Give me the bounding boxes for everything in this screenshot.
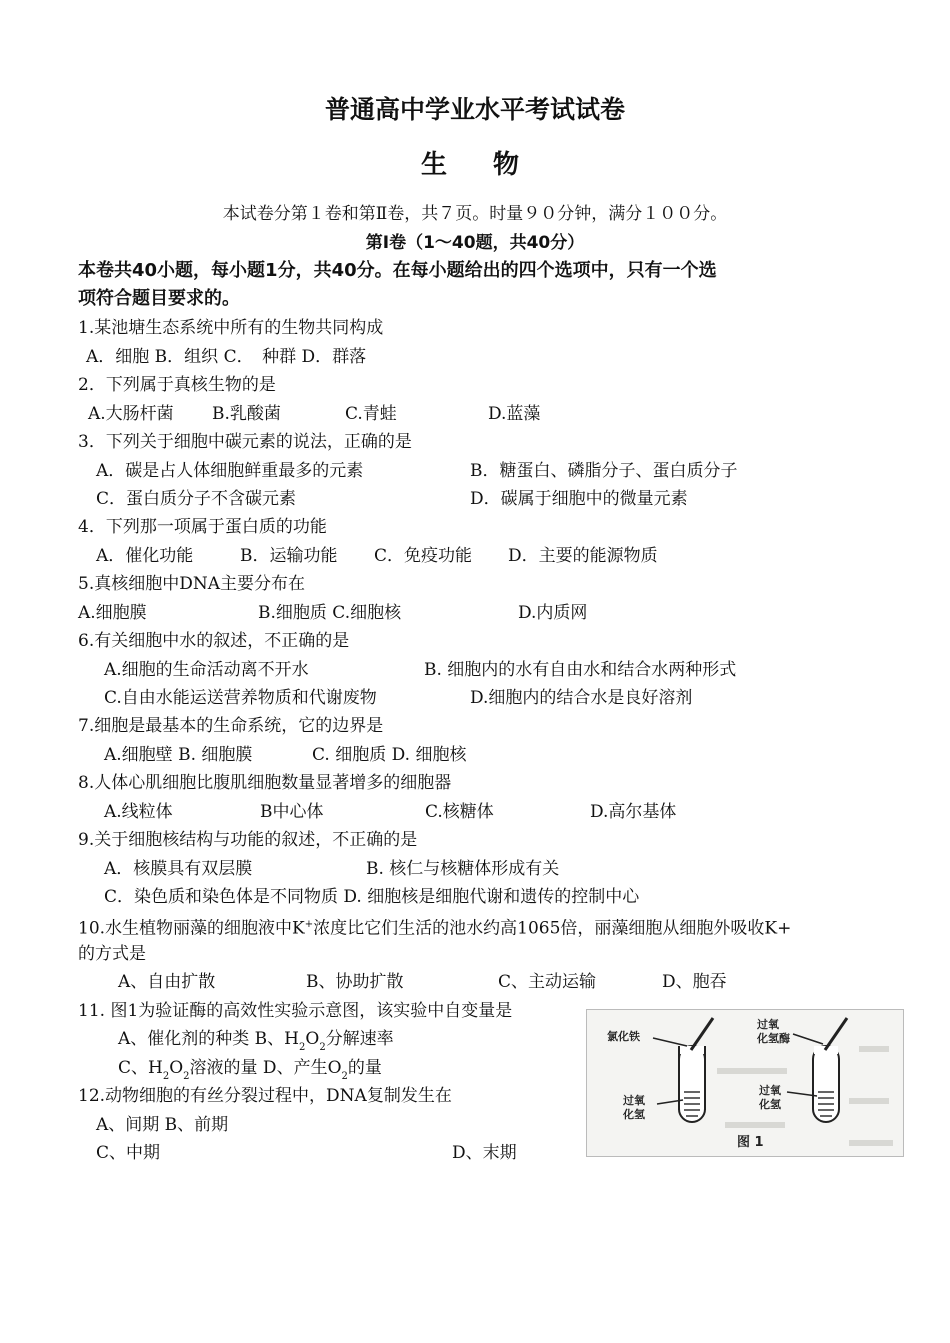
- question-6-option-b: B. 细胞内的水有自由水和结合水两种形式: [424, 660, 737, 680]
- instructions-line-1: 本卷共40小题，每小题1分，共40分。在每小题给出的四个选项中，只有一个选: [78, 260, 717, 281]
- part-title: 第Ⅰ卷（1～40题，共40分）: [365, 233, 585, 253]
- question-6-option-c: C.自由水能运送营养物质和代谢废物: [104, 688, 377, 708]
- question-3-option-c: C．蛋白质分子不含碳元素: [96, 489, 297, 509]
- question-7-option-ab: A.细胞壁 B. 细胞膜: [104, 745, 253, 765]
- question-10-stem-before: 10.水生植物丽藻的细胞液中K: [78, 918, 305, 939]
- question-3-stem: 3．下列关于细胞中碳元素的说法，正确的是: [78, 432, 412, 452]
- question-7-stem: 7.细胞是最基本的生命系统，它的边界是: [78, 716, 384, 736]
- q11-ab-post: 分解速率: [325, 1029, 394, 1049]
- question-2-option-d: D.蓝藻: [488, 404, 541, 424]
- question-4-option-d: D．主要的能源物质: [508, 546, 658, 566]
- question-9-option-cd: C．染色质和染色体是不同物质 D. 细胞核是细胞代谢和遗传的控制中心: [104, 887, 640, 907]
- left-test-tube: [679, 1018, 713, 1122]
- question-3-option-b: B．糖蛋白、磷脂分子、蛋白质分子: [470, 461, 738, 481]
- question-2-option-b: B.乳酸菌: [212, 404, 281, 424]
- question-4-option-b: B．运输功能: [240, 546, 338, 566]
- question-4-option-a: A．催化功能: [96, 546, 194, 566]
- question-12-option-d: D、末期: [452, 1143, 517, 1163]
- q11-cd-sub-2: 2: [183, 1071, 190, 1082]
- question-4-stem: 4．下列那一项属于蛋白质的功能: [78, 517, 327, 537]
- question-10-stem-superscript: +: [304, 919, 314, 930]
- question-12-stem: 12.动物细胞的有丝分裂过程中，DNA复制发生在: [78, 1086, 452, 1106]
- figure-label-right-h2o2-line-1: 过氧: [759, 1084, 781, 1097]
- question-8-stem: 8.人体心肌细胞比腹肌细胞数量显著增多的细胞器: [78, 773, 452, 793]
- q11-ab-sub-2: 2: [319, 1042, 326, 1053]
- figure-caption: 图 1: [737, 1135, 764, 1150]
- question-10-stem-line-2: 的方式是: [78, 944, 146, 964]
- figure-label-left-h2o2-line-1: 过氧: [623, 1094, 645, 1107]
- question-10-option-d: D、胞吞: [662, 972, 727, 992]
- question-9-option-a: A．核膜具有双层膜: [104, 859, 253, 879]
- question-10-stem-after: 浓度比它们生活的池水约高1065倍，丽藻细胞从细胞外吸收K+: [313, 918, 792, 939]
- question-6-option-d: D.细胞内的结合水是良好溶剂: [470, 688, 693, 708]
- question-9-stem: 9.关于细胞核结构与功能的叙述，不正确的是: [78, 830, 418, 850]
- question-10-option-b: B、协助扩散: [306, 972, 404, 992]
- question-5-option-bc: B.细胞质 C.细胞核: [258, 603, 402, 623]
- q11-cd-mid: 溶液的量 D、产生O: [189, 1058, 342, 1078]
- question-12-option-c: C、中期: [96, 1143, 161, 1163]
- question-10-stem: [78, 914, 791, 940]
- question-8-option-b: B中心体: [260, 802, 324, 822]
- figure-label-enzyme-line-2: 化氢酶: [757, 1032, 790, 1045]
- q11-cd-sub-1: 2: [162, 1071, 170, 1082]
- question-10-option-c: C、主动运输: [498, 972, 597, 992]
- question-8-option-a: A.线粒体: [104, 802, 173, 822]
- question-3-option-d: D．碳属于细胞中的微量元素: [470, 489, 688, 509]
- question-1-stem: 1.某池塘生态系统中所有的生物共同构成: [78, 318, 384, 338]
- question-3-option-a: A．碳是占人体细胞鲜重最多的元素: [96, 461, 364, 481]
- question-6-stem: 6.有关细胞中水的叙述，不正确的是: [78, 631, 350, 651]
- q11-cd-sub-3: 2: [341, 1071, 348, 1082]
- question-7-option-cd: C. 细胞质 D. 细胞核: [312, 745, 467, 765]
- question-2-stem: 2．下列属于真核生物的是: [78, 375, 276, 395]
- question-1-options: A．细胞 B．组织 C． 种群 D．群落: [86, 347, 367, 367]
- q11-ab-o: O: [305, 1029, 320, 1049]
- subject-title: 生 物: [420, 150, 529, 180]
- q11-cd-post: 的量: [347, 1058, 382, 1078]
- figure-label-enzyme-line-1: 过氧: [757, 1018, 779, 1031]
- question-8-option-d: D.高尔基体: [590, 802, 677, 822]
- question-11-option-cd: [118, 1057, 382, 1088]
- question-9-option-b: B. 核仁与核糖体形成有关: [366, 859, 560, 879]
- q11-ab-pre: A、催化剂的种类 B、H: [118, 1029, 299, 1049]
- exam-info: 本试卷分第１卷和第Ⅱ卷，共７页。时量９０分钟，满分１００分。: [222, 204, 728, 224]
- q11-cd-pre: C、H: [118, 1058, 163, 1078]
- question-4-option-c: C．免疫功能: [374, 546, 473, 566]
- question-11-stem: 11. 图1为验证酶的高效性实验示意图，该实验中自变量是: [78, 1001, 513, 1021]
- q11-cd-o: O: [169, 1058, 184, 1078]
- instructions-line-2: 项符合题目要求的。: [78, 288, 240, 309]
- figure-label-ferric-chloride: 氯化铁: [607, 1030, 640, 1043]
- question-5-option-d: D.内质网: [518, 603, 588, 623]
- question-2-option-a: A.大肠杆菌: [88, 404, 174, 424]
- question-10-option-a: A、自由扩散: [118, 972, 216, 992]
- figure-1: [586, 1009, 904, 1157]
- question-5-stem: 5.真核细胞中DNA主要分布在: [78, 574, 306, 594]
- question-8-option-c: C.核糖体: [425, 802, 494, 822]
- question-11-option-ab: [118, 1028, 394, 1059]
- question-12-option-ab: A、间期 B、前期: [96, 1115, 229, 1135]
- question-5-option-a: A.细胞膜: [78, 603, 147, 623]
- q11-ab-sub-1: 2: [299, 1042, 306, 1053]
- right-test-tube: [813, 1018, 847, 1122]
- figure-label-right-h2o2-line-2: 化氢: [759, 1098, 781, 1111]
- figure-label-left-h2o2-line-2: 化氢: [623, 1108, 645, 1121]
- question-2-option-c: C.青蛙: [345, 404, 397, 424]
- question-6-option-a: A.细胞的生命活动离不开水: [104, 660, 309, 680]
- exam-title: 普通高中学业水平考试试卷: [324, 95, 625, 124]
